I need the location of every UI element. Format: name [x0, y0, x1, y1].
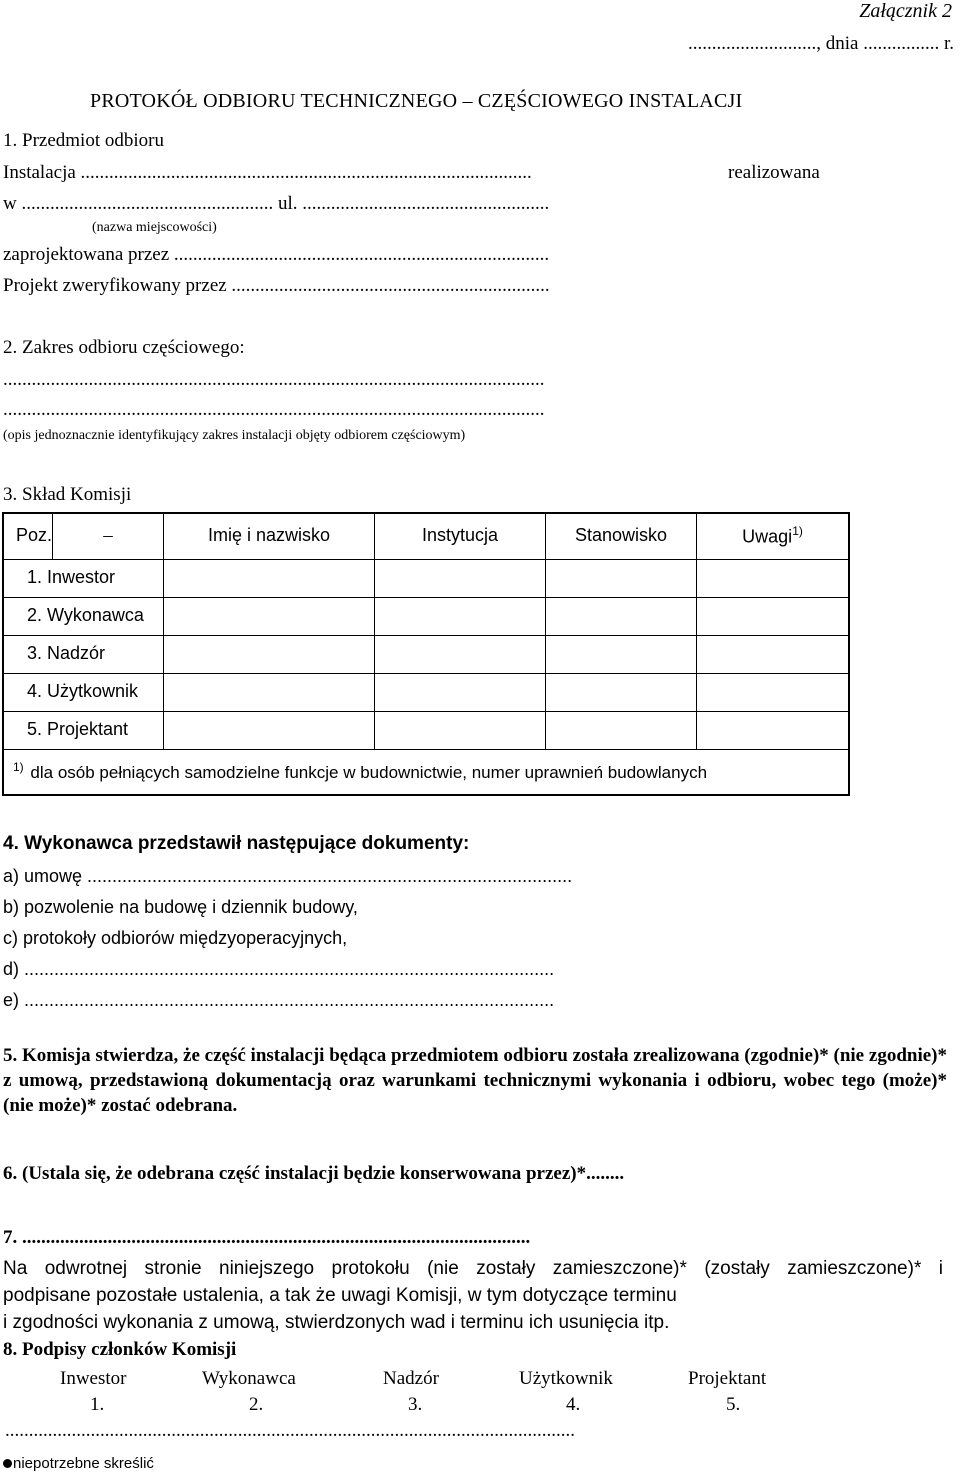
col-header-poz: Poz. — [3, 513, 53, 559]
sign-number-3: 3. — [408, 1394, 423, 1415]
col-header-dash: – — [53, 513, 164, 559]
sign-number-2: 2. — [249, 1394, 264, 1415]
scope-note: (opis jednoznacznie identyfikujący zakres instalacji objęty odbiorem częściowym) — [3, 428, 466, 443]
document-item-a: a) umowę ................................................................................................. — [3, 866, 573, 886]
table-row — [3, 597, 849, 635]
reverse-note-line-3: i zgodności wykonania z umową, stwierdzonych wad i terminu ich usunięcia itp. — [3, 1312, 670, 1333]
document-title: PROTOKÓŁ ODBIORU TECHNICZNEGO – CZĘŚCIOWEGO INSTALACJI — [90, 90, 743, 112]
verified-by-line: Projekt zweryfikowany przez ................................................................... — [3, 275, 550, 296]
table-row — [3, 673, 849, 711]
table-row — [3, 635, 849, 673]
sign-role-user: Użytkownik — [519, 1368, 613, 1389]
section1-heading: 1. Przedmiot odbioru — [3, 130, 164, 151]
document-item-e: e) .......................................................................................................... — [3, 990, 555, 1010]
table-footnote: $^{1)}$ dla osób pełniących samodzielne funkcje w budownictwie, numer uprawnień budowlanych — [3, 749, 849, 795]
installation-line-end: realizowana — [728, 162, 820, 183]
document-item-d: d) .......................................................................................................... — [3, 959, 555, 979]
col-header-position: Stanowisko — [546, 513, 697, 559]
row-label: 4. Użytkownik — [3, 673, 164, 711]
section7-line: 7. ........................................................................................................... — [3, 1227, 531, 1248]
document-item-c: c) protokoły odbiorów międzyoperacyjnych, — [3, 928, 348, 948]
reverse-note-line-1: Na odwrotnej stronie niniejszego protokołu (nie zostały zamieszczone)* (zostały zamieszczone)* i — [3, 1258, 943, 1279]
sign-role-supervision: Nadzór — [383, 1368, 439, 1389]
section2-heading: 2. Zakres odbioru częściowego: — [3, 337, 245, 358]
table-row — [3, 559, 849, 597]
sign-role-investor: Inwestor — [60, 1368, 127, 1389]
bullet-icon — [3, 1459, 12, 1468]
row-label: 1. Inwestor — [3, 559, 164, 597]
row-label: 2. Wykonawca — [3, 597, 164, 635]
sign-number-4: 4. — [566, 1394, 581, 1415]
row-label: 3. Nadzór — [3, 635, 164, 673]
date-line: ..........................., dnia ................ r. — [688, 33, 954, 54]
commission-table — [2, 512, 850, 796]
section8-heading: 8. Podpisy członków Komisji — [3, 1339, 237, 1360]
sign-role-contractor: Wykonawca — [202, 1368, 296, 1389]
table-row — [3, 711, 849, 749]
reverse-note-line-2: podpisane pozostałe ustalenia, a tak że uwagi Komisji, w tym dotyczące terminu — [3, 1285, 677, 1306]
row-label: 5. Projektant — [3, 711, 164, 749]
sign-role-designer: Projektant — [688, 1368, 767, 1389]
sign-number-1: 1. — [90, 1394, 105, 1415]
col-header-institution: Instytucja — [375, 513, 546, 559]
col-header-remarks: Uwagi$^{1)}$ — [697, 513, 849, 559]
installation-line: Instalacja ............................................................................................... — [3, 162, 532, 183]
scope-dots-1: .................................................................................................................. — [3, 369, 545, 390]
designed-by-line: zaprojektowana przez ............................................................................... — [3, 244, 550, 265]
document-item-b: b) pozwolenie na budowę i dziennik budowy, — [3, 897, 358, 917]
scope-dots-2: .................................................................................................................. — [3, 399, 545, 420]
section3-heading: 3. Skład Komisji — [3, 484, 132, 505]
city-note: (nazwa miejscowości) — [92, 220, 217, 235]
commission-statement: 5. Komisja stwierdza, że część instalacji będąca przedmiotem odbioru została zrealizowana (zgodnie)* (nie zgodnie)* z umową, przedstawioną dokumentacją oraz warunkami technicznymi wykonania i odbioru, wobec tego (może)* (nie może)* zostać odebrana. — [3, 1045, 947, 1116]
maintenance-statement: 6. (Ustala się, że odebrana część instalacji będzie konserwowana przez)*........ — [3, 1163, 625, 1184]
footnote-asterisk: niepotrzebne skreślić — [3, 1452, 154, 1474]
attachment-label: Załącznik 2 — [859, 0, 952, 22]
signature-dots: ........................................................................................................................ — [5, 1420, 575, 1441]
reverse-side-note — [3, 1255, 943, 1336]
section4-heading: 4. Wykonawca przedstawił następujące dokumenty: — [3, 833, 470, 854]
sign-number-5: 5. — [726, 1394, 741, 1415]
location-line: w ..................................................... ul. .................................................... — [3, 193, 550, 214]
col-header-name: Imię i nazwisko — [164, 513, 375, 559]
